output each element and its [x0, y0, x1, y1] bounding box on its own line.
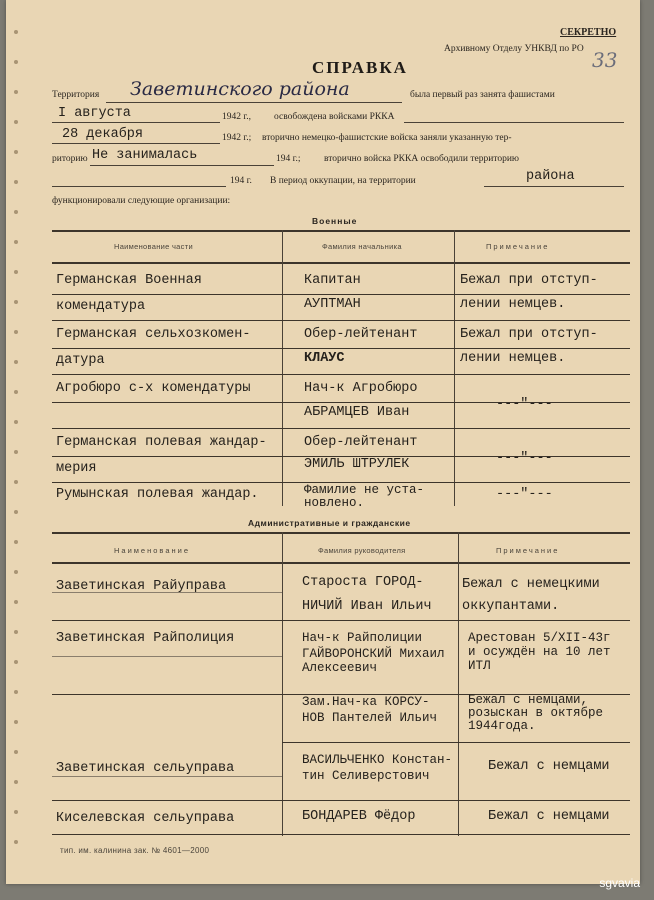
military-note-cont: лении немцев. — [460, 351, 566, 366]
civil-note-cont: 1944года. — [468, 719, 536, 733]
civil-note-cont: ИТЛ — [468, 659, 491, 673]
territory-label: Территория — [52, 90, 100, 100]
military-unit-cont: датура — [56, 353, 105, 368]
military-note: ---"--- — [496, 397, 553, 412]
pencil-page-number: 33 — [592, 48, 618, 72]
military-col-unit: Наименование части — [114, 242, 193, 251]
military-unit: Румынская полевая жандар. — [56, 487, 259, 502]
second-occupation-year: 194 г.; — [276, 154, 301, 164]
military-chief: Капитан — [304, 273, 361, 288]
civil-chief-name: НИЧИЙ Иван Ильич — [302, 599, 432, 614]
civil-unit: Заветинская Райполиция — [56, 631, 235, 646]
military-col-chief: Фамилия начальника — [322, 242, 402, 251]
military-note: Бежал при отступ- — [460, 327, 598, 342]
military-chief-name: ЭМИЛЬ ШТРУЛЕК — [304, 457, 410, 472]
civil-unit: Заветинская сельуправа — [56, 761, 235, 776]
military-unit: Германская сельхозкомен- — [56, 327, 251, 342]
district-word: района — [526, 169, 575, 184]
civil-chief-name: НОВ Пантелей Ильич — [302, 711, 438, 725]
military-chief-name: КЛАУС — [304, 351, 345, 366]
printer-imprint: тип. им. калинина зак. № 4601—2000 — [60, 846, 210, 855]
military-chief-cont: новлено. — [304, 496, 365, 510]
civil-note-cont: и осуждён на 10 лет — [468, 645, 611, 659]
military-unit-cont: комендатура — [56, 299, 146, 314]
military-note-cont: лении немцев. — [460, 297, 566, 312]
civil-note: Арестован 5/XII-43г — [468, 631, 611, 645]
document-sheet — [6, 0, 640, 884]
civil-chief: Староста ГОРОД- — [302, 575, 424, 590]
first-occupation-date: I августа — [58, 106, 131, 121]
civil-note: Бежал с немцами — [488, 759, 610, 774]
second-liberation-year: 194 г. — [230, 176, 252, 186]
civil-chief: БОНДАРЕВ Фёдор — [302, 809, 416, 824]
civil-note: Бежал с немцами — [488, 809, 610, 824]
civil-chief: Нач-к Райполиции — [302, 631, 423, 645]
civil-chief-name: тин Селиверстович — [302, 769, 430, 783]
secret-stamp: СЕКРЕТНО — [560, 27, 617, 38]
watermark: sgvavia — [599, 876, 640, 890]
military-note: ---"--- — [496, 451, 553, 466]
occupation-period-text: В период оккупации, на территории — [270, 176, 416, 186]
military-unit: Германская Военная — [56, 273, 202, 288]
military-chief: Обер-лейтенант — [304, 435, 418, 450]
territory-continuation: риторию — [52, 154, 88, 164]
perforation-holes — [14, 0, 18, 884]
document-title: СПРАВКА — [312, 58, 408, 77]
occupied-text: была первый раз занята фашистами — [410, 90, 555, 100]
military-note: Бежал при отступ- — [460, 273, 598, 288]
civil-col-unit: Наименование — [114, 546, 190, 555]
military-section-title: Военные — [312, 216, 358, 226]
military-chief-name: АУПТМАН — [304, 297, 361, 312]
second-liberation-text: вторично войска РККА освободили территорию — [324, 154, 520, 164]
military-chief-name: АБРАМЦЕВ Иван — [304, 405, 410, 420]
civil-unit: Киселевская сельуправа — [56, 811, 235, 826]
liberation-year: 1942 г.; — [222, 133, 252, 143]
civil-chief: ВАСИЛЬЧЕНКО Констан- — [302, 753, 453, 767]
military-unit-cont: мерия — [56, 461, 97, 476]
military-unit: Агробюро с-х комендатуры — [56, 381, 251, 396]
liberation-date: 28 декабря — [62, 127, 144, 142]
military-chief: Фамилие не уста- — [304, 483, 425, 497]
civil-chief-name: ГАЙВОРОНСКИЙ Михаил — [302, 647, 445, 661]
military-col-note: Примечание — [486, 242, 550, 251]
military-unit: Германская полевая жандар- — [56, 435, 267, 450]
military-note: ---"--- — [496, 487, 553, 502]
district-handwritten: Заветинского района — [130, 78, 350, 100]
civil-chief-patronymic: Алексеевич — [302, 661, 378, 675]
civil-note: Бежал с немецкими — [462, 577, 600, 592]
civil-col-chief: Фамилия руководителя — [318, 546, 406, 555]
civil-chief: Зам.Нач-ка КОРСУ- — [302, 695, 430, 709]
civil-note-cont: розыскан в октябре — [468, 706, 604, 720]
military-chief: Нач-к Агробюро — [304, 381, 418, 396]
civil-note-cont: оккупантами. — [462, 599, 560, 614]
first-occupation-year: 1942 г., — [222, 112, 251, 122]
organizations-intro: функционировали следующие организации: — [52, 196, 231, 206]
addressee: Архивному Отделу УНКВД по РО — [444, 44, 584, 54]
civil-note: Бежал с немцами, — [468, 693, 589, 707]
civil-col-note: Примечание — [496, 546, 560, 555]
military-chief: Обер-лейтенант — [304, 327, 418, 342]
second-occupation-value: Не занималась — [92, 148, 198, 163]
civil-unit: Заветинская Райуправа — [56, 579, 227, 594]
liberated-text: освобождена войсками РККА — [274, 112, 395, 122]
civil-section-title: Административные и гражданские — [248, 518, 411, 528]
second-occupation-text: вторично немецко-фашистские войска заняли указанную тер- — [262, 133, 512, 143]
